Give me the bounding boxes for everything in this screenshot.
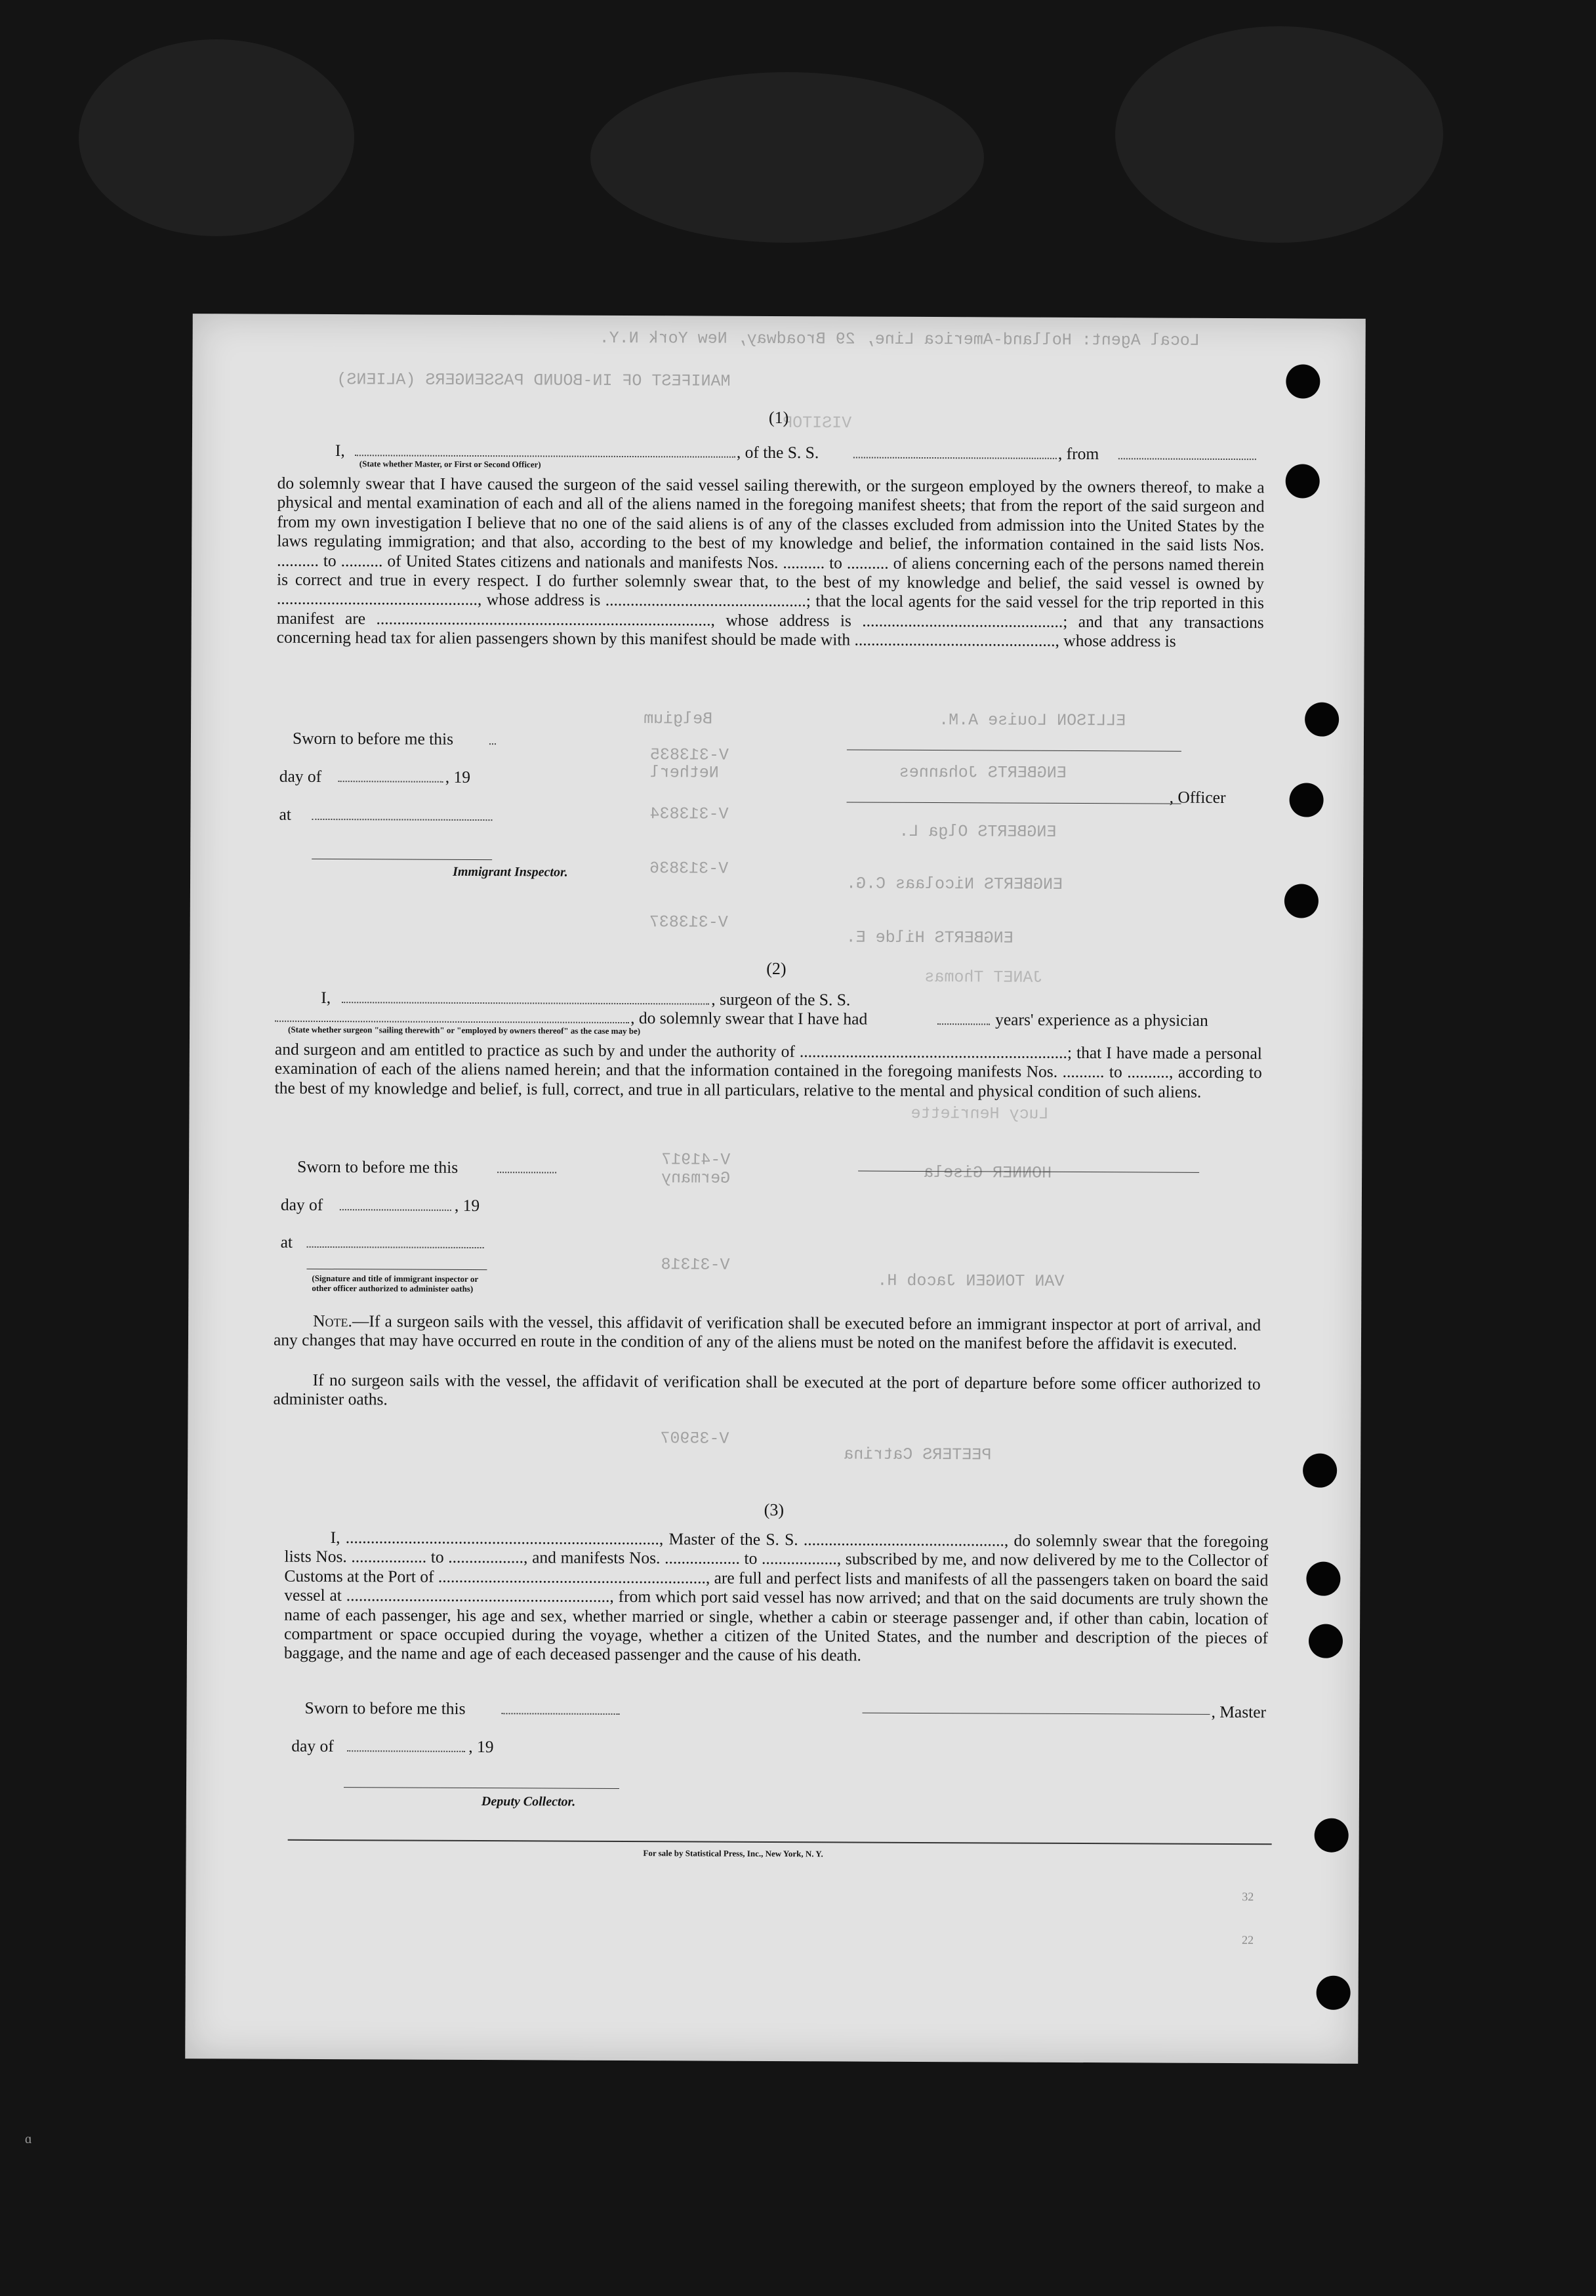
section-2-oath-paragraph: and surgeon and am entitled to practice as such by and under the authority of ................................................................; that I have made a personal examination of each of the aliens named herein; and that the information contained in the foregoing manifests Nos. .......... to .........., according to the best of my knowledge and belief, is full, correct, and true in all particulars, relative to the mental and physical condition of such aliens.	[274, 1039, 1262, 1101]
year-2: , 19	[454, 1195, 480, 1216]
from-label: , from	[1057, 443, 1099, 464]
punch-hole	[1284, 884, 1319, 918]
printer-imprint: For sale by Statistical Press, Inc., New York, N. Y.	[643, 1848, 823, 1859]
section-1-oath-paragraph: do solemnly swear that I have caused the surgeon of the said vessel sailing therewith, or the surgeon employed by the owners thereof, to make a physical and mental examination of each and all of the aliens named in the foregoing manifest sheets; that from the report of the said surgeon and from my own investigation I believe that no one of the said aliens is of any of the classes excluded from admission into the United States by the laws regulating immigration; and that also, according to the best of my knowledge and belief, the information contained in the said lists Nos. .......... to .......... of United States citizens and nationals and manifests Nos. .......... to .......... of aliens concerning each of the persons named therein is correct and true in every respect. I do further solemnly swear that, to the best of my knowledge and belief, the said vessel is owned by ................................................, whose address is ................................................; that the local agents for the said vessel for the trip reported in this manifest are ................................................................................, whose address is ................................................; and that any transactions concerning head tax for alien passengers shown by this manifest should be made with ................................................, whose address is	[276, 473, 1265, 651]
officer-signature-line-1[interactable]	[847, 749, 1181, 751]
bleed-through-text: Lucy Henriette	[911, 1103, 1049, 1124]
bleed-through-text: V-313835	[649, 745, 729, 765]
signature-caption-1: (Signature and title of immigrant inspector or	[312, 1273, 479, 1284]
sworn-date-field-2[interactable]	[497, 1160, 556, 1173]
punch-hole	[1305, 703, 1339, 737]
note-text-1: —If a surgeon sails with the vessel, this affidavit of verification shall be executed before an immigrant inspector at port of arrival, and any changes that may have occurred en route in the condition of any of the aliens must be noted on the manifest before the affidavit is executed.	[273, 1311, 1261, 1354]
from-port-field[interactable]	[1118, 446, 1256, 460]
section-2-number: (2)	[766, 958, 787, 979]
surgeon-status-field[interactable]	[275, 1009, 629, 1023]
manifest-affidavit-page	[185, 314, 1366, 2064]
bleed-through-text: Belgium	[644, 709, 713, 729]
officer-label: , Officer	[1169, 787, 1226, 807]
sworn-before-3: Sworn to before me this	[304, 1698, 466, 1718]
years-field[interactable]	[937, 1012, 990, 1025]
month-field-3[interactable]	[347, 1738, 465, 1752]
bleed-through-text: V-313837	[649, 912, 728, 932]
background-blotch	[79, 39, 354, 236]
swear-line-label: , do solemnly swear that I have had	[630, 1008, 868, 1029]
section-2-i: I,	[321, 987, 331, 1008]
master-signature-line[interactable]	[863, 1713, 1210, 1715]
at-2: at	[280, 1232, 293, 1252]
collector-signature-line[interactable]	[344, 1787, 619, 1789]
punch-hole	[1317, 1976, 1351, 2010]
bleed-through-text: V-31318	[661, 1255, 730, 1275]
years-experience-label: years' experience as a physician	[995, 1010, 1208, 1030]
punch-hole	[1303, 1454, 1337, 1488]
sworn-date-field[interactable]	[489, 731, 496, 745]
officer-name-field[interactable]	[355, 443, 735, 458]
bleed-through-text: Germany	[661, 1168, 731, 1188]
day-of-3: day of	[291, 1736, 334, 1756]
bleed-through-text: ENGBERTS Hilde E.	[846, 928, 1013, 948]
year-3: , 19	[468, 1736, 494, 1757]
page-mark: 22	[1241, 1933, 1254, 1947]
bleed-through-text: ENGBERTS Olga L.	[899, 821, 1057, 842]
bleed-through-text: VAN TONGEN Jacob H.	[877, 1271, 1065, 1291]
punch-hole	[1286, 464, 1320, 498]
punch-hole	[1306, 1562, 1340, 1596]
of-ss-label: , of the S. S.	[736, 442, 819, 462]
at-place-field-2[interactable]	[307, 1235, 484, 1248]
section-1-i: I,	[335, 441, 345, 461]
bleed-through-text: V-41917	[661, 1150, 731, 1170]
background-blotch	[590, 72, 984, 243]
sworn-before-2: Sworn to before me this	[297, 1157, 459, 1177]
bleed-through-text: ELLISON Louise A.M.	[939, 710, 1126, 731]
film-edge-mark: ɑ	[25, 2132, 32, 2146]
bleed-through-text: MANIFEST OF IN-BOUND PASSENGERS (ALIENS)	[337, 370, 731, 391]
collector-label: Deputy Collector.	[481, 1794, 576, 1809]
punch-hole	[1286, 364, 1320, 398]
section-3-oath-paragraph: I, ..........................................................................., Master of the S. S. ................................................, do solemnly swear that the foregoing lists Nos. .................. to .................., and manifests Nos. .................. to .................., subscribed by me, and now delivered by me to the Collector of Customs at the Port of ................................................................, are full and perfect lists and manifests of all the passengers taken on board the said vessel at ..............................................................., from which port said vessel has now arrived; and that on the said documents are truly shown the name of each passenger, his age and sex, whether married or single, whether a cabin or steerage passenger and, if other than cabin, location of compartment or space occupied during the voyage, whether a citizen of the United States, and the number and description of the pieces of baggage, and the name and age of each deceased passenger and the cause of his death.	[283, 1528, 1269, 1666]
bleed-through-text: ENGBERTS Nicolaas C.G.	[846, 874, 1063, 894]
surgeon-name-field[interactable]	[342, 990, 709, 1004]
punch-hole	[1289, 783, 1323, 817]
footer-rule	[288, 1839, 1272, 1845]
officer-signature-line-2[interactable]	[847, 802, 1181, 804]
note-paragraph-1	[274, 1311, 1261, 1354]
bleed-through-text: V-313836	[649, 859, 729, 878]
bleed-through-text: V-313834	[649, 804, 729, 824]
bleed-through-text: Local Agent: Holland-America Line, 29 Broadway, New York N.Y.	[599, 328, 1200, 350]
note-label: Note.	[313, 1311, 352, 1331]
inspector-signature-line-2[interactable]	[306, 1269, 487, 1270]
sworn-date-field-3[interactable]	[502, 1701, 620, 1715]
section-3-number: (3)	[764, 1500, 785, 1520]
year-1: , 19	[445, 767, 471, 787]
month-field-1[interactable]	[338, 769, 443, 783]
at-1: at	[279, 804, 291, 824]
officer-caption: (State whether Master, or First or Second Officer)	[359, 459, 541, 470]
bleed-through-text: Netherl	[649, 763, 719, 783]
month-field-2[interactable]	[340, 1197, 451, 1211]
background-blotch	[1115, 26, 1443, 243]
bleed-through-text: VISITOR	[783, 413, 852, 433]
punch-hole	[1309, 1624, 1343, 1658]
bleed-through-text: JANET Thomas	[924, 967, 1043, 987]
day-of-2: day of	[280, 1195, 323, 1214]
vessel-name-field[interactable]	[853, 445, 1057, 459]
inspector-signature-line[interactable]	[312, 859, 492, 860]
note-paragraph-2: If no surgeon sails with the vessel, the affidavit of verification shall be executed at the port of departure before some officer authorized to administer oaths.	[273, 1370, 1261, 1409]
master-label: , Master	[1211, 1702, 1267, 1722]
bleed-through-text: ENGBERTS Johannes	[899, 762, 1067, 783]
section-1-number: (1)	[768, 407, 789, 428]
surgeon-caption: (State whether surgeon "sailing therewith" or "employed by owners thereof" as the case may be)	[288, 1024, 641, 1036]
signature-caption-2: other officer authorized to administer oaths)	[312, 1282, 474, 1294]
sworn-before-1: Sworn to before me this	[292, 728, 454, 748]
bleed-through-text: HONNER Gisela	[924, 1162, 1052, 1183]
at-place-field-1[interactable]	[312, 807, 492, 821]
page-mark: 32	[1242, 1890, 1254, 1904]
bleed-through-text: V-35907	[660, 1429, 729, 1448]
inspector-label: Immigrant Inspector.	[453, 864, 568, 880]
bleed-through-text: PEETERS Catrina	[844, 1445, 992, 1465]
punch-hole	[1315, 1818, 1349, 1853]
surgeon-of-label: , surgeon of the S. S.	[711, 989, 851, 1010]
day-of-1: day of	[279, 766, 322, 786]
